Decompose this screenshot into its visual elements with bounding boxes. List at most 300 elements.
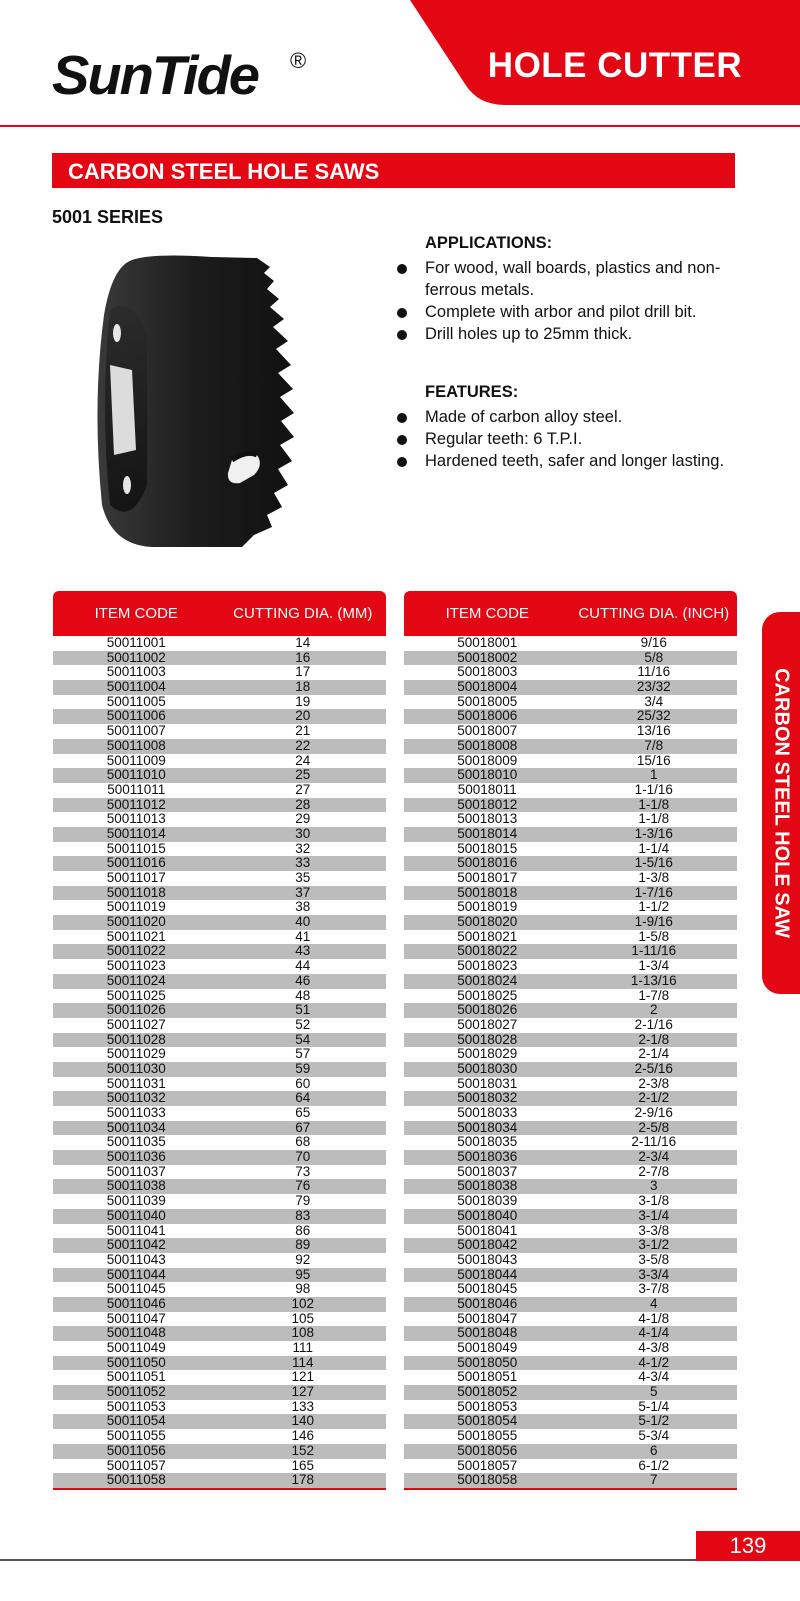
- item-code-cell: 50018021: [457, 928, 518, 944]
- item-code-cell: 50011026: [106, 1002, 166, 1018]
- table-row: [53, 812, 386, 827]
- item-code-cell: 50011028: [106, 1031, 166, 1047]
- table-row: [53, 1282, 386, 1297]
- footer-divider: [0, 1559, 800, 1561]
- cutting-dia-cell: 146: [291, 1428, 315, 1444]
- table-row: [404, 1150, 737, 1165]
- item-code-cell: 50018049: [457, 1340, 518, 1355]
- cutting-dia-cell: 44: [295, 958, 311, 974]
- item-code-cell: 50018055: [457, 1428, 518, 1444]
- cutting-dia-cell: 64: [295, 1090, 311, 1106]
- item-code-cell: 50011041: [106, 1222, 166, 1238]
- cutting-dia-cell: 3-1/8: [638, 1193, 670, 1209]
- table-row: [404, 1253, 737, 1268]
- item-code-cell: 50011016: [106, 855, 166, 871]
- cutting-dia-cell: 4: [649, 1295, 658, 1311]
- page-number: 139: [696, 1531, 800, 1561]
- table-row: [53, 1018, 386, 1033]
- item-code-cell: 50018031: [457, 1075, 518, 1091]
- table-row: [404, 1077, 737, 1092]
- cutting-dia-cell: 79: [295, 1193, 311, 1209]
- cutting-dia-cell: 4-3/4: [638, 1369, 670, 1385]
- item-code-cell: 50018012: [457, 796, 518, 812]
- table-row: [53, 1400, 386, 1415]
- item-code-cell: 50018054: [457, 1413, 518, 1429]
- table-row: [404, 1194, 737, 1209]
- item-code-cell: 50011030: [106, 1060, 166, 1076]
- table-row: [404, 1370, 737, 1385]
- cutting-dia-cell: 16: [295, 649, 311, 665]
- cutting-dia-cell: 1-9/16: [634, 914, 673, 930]
- cutting-dia-cell: 40: [295, 914, 311, 930]
- cutting-dia-cell: 152: [291, 1442, 315, 1458]
- application-item: For wood, wall boards, plastics and non-ferrous metals.: [395, 257, 755, 301]
- item-code-cell: 50011014: [106, 825, 166, 841]
- cutting-dia-cell: 7: [649, 1472, 658, 1488]
- cutting-dia-cell: 114: [291, 1354, 314, 1370]
- table-row: [53, 886, 386, 901]
- item-code-cell: 50011023: [106, 958, 166, 974]
- item-code-cell: 50018008: [457, 737, 518, 753]
- cutting-dia-cell: 29: [295, 811, 311, 827]
- application-item: Complete with arbor and pilot drill bit.: [395, 301, 755, 323]
- cutting-dia-cell: 48: [295, 987, 311, 1003]
- item-code-cell: 50011018: [106, 884, 166, 900]
- feature-item: Hardened teeth, safer and longer lasting.: [395, 450, 755, 472]
- feature-item: Made of carbon alloy steel.: [395, 406, 755, 428]
- item-code-cell: 50018035: [457, 1134, 518, 1150]
- table-row: [53, 1370, 386, 1385]
- item-code-cell: 50011042: [106, 1237, 166, 1253]
- side-tab: [762, 612, 800, 994]
- table-row: [53, 1429, 386, 1444]
- table-row: [404, 1473, 737, 1488]
- table-row: [404, 1106, 737, 1121]
- item-code-cell: 50018011: [457, 781, 517, 797]
- table-row: [53, 695, 386, 710]
- item-code-cell: 50018005: [457, 693, 518, 709]
- cutting-dia-cell: 9/16: [640, 635, 667, 650]
- section-title-bar: [52, 153, 735, 188]
- item-code-cell: 50011047: [106, 1310, 166, 1326]
- series-label: 5001 SERIES: [52, 207, 164, 227]
- cutting-dia-cell: 2: [649, 1002, 658, 1018]
- cutting-dia-cell: 60: [295, 1075, 311, 1091]
- item-code-cell: 50011022: [106, 943, 166, 959]
- table-row: [404, 812, 737, 827]
- cutting-dia-cell: 121: [291, 1369, 315, 1385]
- table-row: [404, 944, 737, 959]
- cutting-dia-cell: 2-9/16: [634, 1105, 673, 1120]
- table-row: [53, 1312, 386, 1327]
- item-code-cell: 50018030: [457, 1060, 518, 1076]
- table-row: [53, 1106, 386, 1121]
- table-row: [404, 886, 737, 901]
- table-row: [404, 856, 737, 871]
- item-code-cell: 50018025: [457, 987, 518, 1003]
- table-row: [53, 1224, 386, 1239]
- cutting-dia-cell: 5: [649, 1384, 658, 1400]
- item-code-cell: 50011017: [106, 870, 166, 885]
- table-row: [404, 754, 737, 769]
- cutting-dia-cell: 2-1/2: [638, 1090, 670, 1106]
- features-heading: FEATURES:: [425, 383, 519, 401]
- cutting-dia-cell: 4-1/4: [638, 1325, 670, 1341]
- table-inch: [404, 591, 737, 1490]
- item-code-cell: 50018029: [457, 1046, 518, 1062]
- cutting-dia-cell: 57: [295, 1046, 311, 1062]
- table-row: [404, 1209, 737, 1224]
- table-row: [404, 989, 737, 1004]
- table-row: [404, 827, 737, 842]
- item-code-cell: 50018043: [457, 1251, 518, 1267]
- table-row: [404, 900, 737, 915]
- item-code-cell: 50011003: [106, 664, 166, 680]
- cutting-dia-cell: 102: [291, 1295, 315, 1311]
- table-row: [53, 739, 386, 754]
- item-code-cell: 50011011: [107, 781, 166, 797]
- table-row: [404, 1018, 737, 1033]
- cutting-dia-cell: 23/32: [636, 679, 671, 695]
- cutting-dia-cell: 25/32: [636, 708, 671, 724]
- item-code-cell: 50018044: [457, 1266, 518, 1282]
- suntide-logo: [52, 40, 322, 120]
- cutting-dia-cell: 133: [291, 1398, 315, 1414]
- item-code-cell: 50011032: [106, 1090, 166, 1106]
- table-row: [53, 1297, 386, 1312]
- item-code-cell: 50011046: [106, 1295, 166, 1311]
- item-code-cell: 50011029: [106, 1046, 166, 1062]
- item-code-cell: 50011035: [106, 1134, 166, 1150]
- item-code-cell: 50018052: [457, 1384, 518, 1400]
- item-code-cell: 50011039: [106, 1193, 166, 1209]
- item-code-cell: 50018004: [457, 679, 518, 695]
- item-code-cell: 50011006: [106, 708, 166, 724]
- item-code-cell: 50018007: [457, 723, 518, 739]
- item-code-cell: 50011001: [106, 635, 166, 650]
- table-row: [53, 1253, 386, 1268]
- cutting-dia-cell: 3: [649, 1178, 658, 1194]
- item-code-cell: 50018018: [457, 884, 518, 900]
- item-code-cell: 50018058: [457, 1472, 518, 1488]
- item-code-cell: 50018028: [457, 1031, 518, 1047]
- item-code-cell: 50011007: [106, 723, 166, 739]
- cutting-dia-cell: 22: [295, 737, 311, 753]
- item-code-cell: 50011025: [106, 987, 166, 1003]
- table-row: [53, 651, 386, 666]
- table-row: [404, 1385, 737, 1400]
- table-row: [404, 1047, 737, 1062]
- table-row: [404, 709, 737, 724]
- cutting-dia-cell: 1-1/16: [634, 781, 673, 797]
- table-row: [53, 900, 386, 915]
- item-code-cell: 50018006: [457, 708, 518, 724]
- cutting-dia-cell: 70: [295, 1149, 311, 1165]
- item-code-cell: 50011058: [106, 1472, 166, 1488]
- item-code-cell: 50018041: [457, 1222, 518, 1238]
- table-row: [53, 915, 386, 930]
- cutting-dia-cell: 4-1/8: [638, 1310, 670, 1326]
- item-code-cell: 50011044: [106, 1266, 166, 1282]
- cutting-dia-cell: 98: [295, 1281, 311, 1297]
- column-header-item-code: ITEM CODE: [94, 605, 178, 622]
- table-row: [53, 1179, 386, 1194]
- cutting-dia-cell: 89: [295, 1237, 311, 1253]
- item-code-cell: 50018032: [457, 1090, 518, 1106]
- cutting-dia-cell: 1-11/16: [631, 943, 677, 959]
- table-row: [404, 1356, 737, 1371]
- cutting-dia-cell: 67: [295, 1119, 311, 1135]
- table-row: [53, 1135, 386, 1150]
- item-code-cell: 50018050: [457, 1354, 518, 1370]
- item-code-cell: 50011015: [106, 840, 166, 856]
- table-row: [404, 1341, 737, 1356]
- table-row: [53, 754, 386, 769]
- table-row: [53, 1385, 386, 1400]
- cutting-dia-cell: 6: [649, 1442, 658, 1458]
- item-code-cell: 50011005: [106, 693, 166, 709]
- item-code-cell: 50018014: [457, 825, 518, 841]
- item-code-cell: 50018001: [457, 635, 518, 650]
- cutting-dia-cell: 24: [295, 752, 311, 768]
- table-row: [53, 1414, 386, 1429]
- table-mm: [53, 591, 386, 1490]
- table-row: [53, 974, 386, 989]
- item-code-cell: 50011027: [106, 1016, 166, 1032]
- application-item: Drill holes up to 25mm thick.: [395, 323, 755, 345]
- cutting-dia-cell: 27: [295, 781, 311, 797]
- table-row: [404, 1091, 737, 1106]
- cutting-dia-cell: 65: [295, 1105, 311, 1120]
- item-code-cell: 50018046: [457, 1295, 518, 1311]
- item-code-cell: 50011036: [106, 1149, 166, 1165]
- item-code-cell: 50018010: [457, 767, 518, 783]
- item-code-cell: 50018017: [457, 870, 518, 885]
- table-row: [53, 1473, 386, 1488]
- table-row: [53, 1165, 386, 1180]
- table-row: [404, 724, 737, 739]
- item-code-cell: 50018039: [457, 1193, 518, 1209]
- table-row: [404, 768, 737, 783]
- item-code-cell: 50011045: [106, 1281, 166, 1297]
- cutting-dia-cell: 86: [295, 1222, 311, 1238]
- cutting-dia-cell: 33: [295, 855, 311, 871]
- table-row: [404, 636, 737, 651]
- table-row: [53, 944, 386, 959]
- cutting-dia-cell: 51: [295, 1002, 311, 1018]
- cutting-dia-cell: 6-1/2: [638, 1457, 670, 1473]
- cutting-dia-cell: 7/8: [644, 737, 664, 753]
- item-code-cell: 50018003: [457, 664, 518, 680]
- table-row: [404, 1459, 737, 1474]
- cutting-dia-cell: 35: [295, 870, 311, 885]
- cutting-dia-cell: 92: [295, 1251, 311, 1267]
- cutting-dia-cell: 1-1/8: [638, 811, 670, 827]
- item-code-cell: 50018020: [457, 914, 518, 930]
- table-row: [53, 1091, 386, 1106]
- item-code-cell: 50011002: [106, 649, 166, 665]
- cutting-dia-cell: 1-3/8: [638, 870, 670, 885]
- item-code-cell: 50018027: [457, 1016, 518, 1032]
- cutting-dia-cell: 59: [295, 1060, 311, 1076]
- table-row: [404, 974, 737, 989]
- cutting-dia-cell: 108: [291, 1325, 315, 1341]
- item-code-cell: 50011055: [106, 1428, 166, 1444]
- applications-heading: APPLICATIONS:: [425, 234, 553, 252]
- table-row: [404, 680, 737, 695]
- cutting-dia-cell: 1-7/8: [638, 987, 670, 1003]
- table-row: [404, 842, 737, 857]
- table-row: [404, 1033, 737, 1048]
- table-inch-body: [404, 636, 737, 1490]
- table-row: [53, 1003, 386, 1018]
- item-code-cell: 50011019: [106, 899, 166, 915]
- item-code-cell: 50011052: [106, 1384, 166, 1400]
- table-row: [53, 1047, 386, 1062]
- cutting-dia-cell: 76: [295, 1178, 311, 1194]
- table-row: [53, 1268, 386, 1283]
- table-row: [404, 1135, 737, 1150]
- table-row: [404, 1444, 737, 1459]
- table-row: [404, 1003, 737, 1018]
- cutting-dia-cell: 52: [295, 1016, 311, 1032]
- table-row: [53, 636, 386, 651]
- cutting-dia-cell: 1-3/4: [638, 958, 670, 974]
- item-code-cell: 50018040: [457, 1207, 518, 1223]
- table-row: [404, 1326, 737, 1341]
- cutting-dia-cell: 28: [295, 796, 311, 812]
- table-row: [404, 1414, 737, 1429]
- table-row: [404, 783, 737, 798]
- cutting-dia-cell: 43: [295, 943, 311, 959]
- item-code-cell: 50011020: [106, 914, 166, 930]
- table-row: [404, 1297, 737, 1312]
- table-row: [53, 1194, 386, 1209]
- cutting-dia-cell: 2-1/4: [638, 1046, 670, 1062]
- table-row: [404, 1121, 737, 1136]
- cutting-dia-cell: 3-3/8: [638, 1222, 670, 1238]
- svg-text:®: ®: [290, 48, 307, 73]
- table-row: [53, 1150, 386, 1165]
- cutting-dia-cell: 15/16: [636, 752, 671, 768]
- item-code-cell: 50011033: [106, 1105, 166, 1120]
- cutting-dia-cell: 14: [295, 635, 311, 650]
- cutting-dia-cell: 2-1/16: [634, 1016, 673, 1032]
- section-title: CARBON STEEL HOLE SAWS: [68, 159, 380, 184]
- cutting-dia-cell: 21: [295, 723, 311, 739]
- cutting-dia-cell: 2-7/8: [638, 1163, 670, 1179]
- hole-saw-image: [92, 255, 332, 560]
- table-row: [53, 1459, 386, 1474]
- item-code-cell: 50011012: [106, 796, 166, 812]
- cutting-dia-cell: 1-1/8: [638, 796, 670, 812]
- table-row: [404, 695, 737, 710]
- table-row: [53, 871, 386, 886]
- features-list: [395, 406, 755, 472]
- cutting-dia-cell: 73: [295, 1163, 311, 1179]
- table-row: [53, 1033, 386, 1048]
- table-row: [53, 1209, 386, 1224]
- item-code-cell: 50011037: [106, 1163, 166, 1179]
- cutting-dia-cell: 111: [292, 1340, 314, 1355]
- item-code-cell: 50018051: [457, 1369, 518, 1385]
- table-row: [404, 798, 737, 813]
- item-code-cell: 50018019: [457, 899, 518, 915]
- item-code-cell: 50018024: [457, 972, 518, 988]
- table-row: [53, 709, 386, 724]
- item-code-cell: 50011051: [106, 1369, 166, 1385]
- cutting-dia-cell: 3-7/8: [638, 1281, 670, 1297]
- item-code-cell: 50018056: [457, 1442, 518, 1458]
- cutting-dia-cell: 13/16: [636, 723, 671, 739]
- table-row: [404, 665, 737, 680]
- column-header-item-code: ITEM CODE: [445, 605, 529, 622]
- table-row: [404, 930, 737, 945]
- table-row: [404, 915, 737, 930]
- table-row: [404, 1165, 737, 1180]
- column-header-cutting-dia-mm: CUTTING DIA. (MM): [233, 605, 373, 622]
- cutting-dia-cell: 140: [291, 1413, 315, 1429]
- item-code-cell: 50018036: [457, 1149, 518, 1165]
- cutting-dia-cell: 38: [295, 899, 311, 915]
- cutting-dia-cell: 2-5/16: [634, 1060, 673, 1076]
- cutting-dia-cell: 165: [291, 1457, 315, 1473]
- item-code-cell: 50018037: [457, 1163, 518, 1179]
- table-row: [404, 1400, 737, 1415]
- item-code-cell: 50018053: [457, 1398, 518, 1414]
- item-code-cell: 50018057: [457, 1457, 518, 1473]
- cutting-dia-cell: 37: [295, 884, 311, 900]
- table-row: [53, 665, 386, 680]
- table-row: [404, 651, 737, 666]
- cutting-dia-cell: 2-3/8: [638, 1075, 670, 1091]
- item-code-cell: 50011057: [106, 1457, 166, 1473]
- item-code-cell: 50011034: [106, 1119, 166, 1135]
- item-code-cell: 50011053: [106, 1398, 166, 1414]
- table-row: [53, 827, 386, 842]
- table-row: [53, 768, 386, 783]
- table-row: [53, 930, 386, 945]
- table-row: [53, 1062, 386, 1077]
- item-code-cell: 50018042: [457, 1237, 518, 1253]
- cutting-dia-cell: 68: [295, 1134, 311, 1150]
- cutting-dia-cell: 5-3/4: [638, 1428, 670, 1444]
- item-code-cell: 50011040: [106, 1207, 166, 1223]
- item-code-cell: 50018033: [457, 1105, 518, 1120]
- table-row: [53, 783, 386, 798]
- cutting-dia-cell: 46: [295, 972, 311, 988]
- item-code-cell: 50011049: [106, 1340, 166, 1355]
- item-code-cell: 50011050: [106, 1354, 166, 1370]
- cutting-dia-cell: 19: [295, 693, 311, 709]
- cutting-dia-cell: 17: [295, 664, 311, 680]
- cutting-dia-cell: 83: [295, 1207, 311, 1223]
- item-code-cell: 50018013: [457, 811, 518, 827]
- item-code-cell: 50011048: [106, 1325, 166, 1341]
- table-row: [404, 1224, 737, 1239]
- cutting-dia-cell: 32: [295, 840, 311, 856]
- product-info: [395, 232, 755, 472]
- item-code-cell: 50018047: [457, 1310, 518, 1326]
- table-row: [404, 1312, 737, 1327]
- cutting-dia-cell: 1-5/8: [638, 928, 670, 944]
- header-divider: [0, 125, 800, 127]
- item-code-cell: 50011031: [106, 1075, 166, 1091]
- table-row: [404, 1062, 737, 1077]
- table-row: [53, 1356, 386, 1371]
- cutting-dia-cell: 95: [295, 1266, 311, 1282]
- table-row: [53, 1238, 386, 1253]
